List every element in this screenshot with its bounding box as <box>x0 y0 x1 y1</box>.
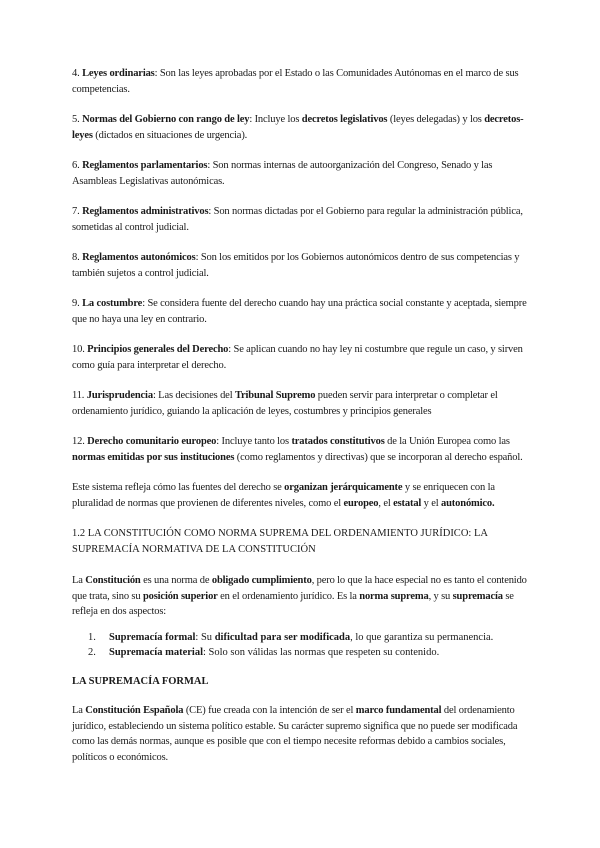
document-page <box>72 66 532 765</box>
item-term: Supremacía formal <box>109 631 196 643</box>
item-text: : Son las leyes aprobadas por el Estado o las Comunidades Autónomas en el marco de sus competencias. <box>72 68 519 95</box>
item-text: : Son los emitidos por los Gobiernos autonómicos dentro de sus competencias y también sujetos a control judicial. <box>72 252 520 279</box>
item-text: : Incluye tanto los <box>216 436 292 447</box>
item-bold-text: decretos-leyes <box>72 114 524 141</box>
item-text: (como reglamentos y directivas) que se incorporan al derecho español. <box>234 451 523 463</box>
item-term: Reglamentos administrativos <box>82 206 209 217</box>
item-number: 12. <box>72 436 88 447</box>
item-number: 8. <box>72 252 83 263</box>
list-item-derecho-comunitario <box>72 434 532 465</box>
item-term: La costumbre <box>82 298 143 309</box>
item-text: de la Unión Europea como las <box>384 436 510 447</box>
list-item-normas-gobierno <box>72 112 532 143</box>
item-text: (dictados en situaciones de urgencia). <box>92 129 248 141</box>
item-number: 7. <box>72 206 83 217</box>
subheading: LA SUPREMACÍA FORMAL <box>72 675 209 687</box>
item-number: 2. <box>88 647 96 658</box>
item-term: Principios generales del Derecho <box>87 344 229 355</box>
item-term: Supremacía material <box>109 647 203 658</box>
item-term: Normas del Gobierno con rango de ley <box>82 114 250 125</box>
item-number: 4. <box>72 68 83 79</box>
item-term: Derecho comunitario europeo <box>87 436 217 447</box>
item-number: 1. <box>88 631 96 643</box>
item-number: 11. <box>72 390 87 401</box>
item-text: : Son normas dictadas por el Gobierno para regular la administración pública, sometidas al control judicial. <box>72 206 523 233</box>
item-number: 5. <box>72 114 83 125</box>
list-item-costumbre <box>72 296 532 327</box>
list-item: 1. Supremacía formal: Su dificultad para ser modificada, lo que garantiza su permanencia. <box>109 630 532 646</box>
item-text: pueden servir para interpretar o completar el ordenamiento jurídico, guiando la aplicación de leyes, costumbres y principios generales <box>72 390 498 417</box>
closing-paragraph: La Constitución Española (CE) fue creada con la intención de ser el marco fundamental del ordenamiento jurídico, estableciendo un sistema político estable. Su carácter supremo significa que no puede ser modificada como las demás normas, aunque es posible que con el tiempo necesite reformas debido a cambios sociales, políticos o económicos. <box>72 705 518 763</box>
aspects-list <box>72 630 532 661</box>
item-bold-text: normas emitidas por sus instituciones <box>72 451 235 463</box>
item-text: : Son normas internas de autoorganización del Congreso, Senado y las Asambleas Legislativas autonómicas. <box>72 160 493 187</box>
list-item-principios-generales <box>72 342 532 373</box>
item-bold-text: Tribunal Supremo <box>234 390 316 401</box>
item-term: Reglamentos autonómicos <box>82 252 196 263</box>
list-item-reglamentos-administrativos <box>72 204 532 235</box>
list-item-reglamentos-parlamentarios <box>72 158 532 189</box>
summary-paragraph: Este sistema refleja cómo las fuentes del derecho se organizan jerárquicamente y se enriquecen con la pluralidad de normas que provienen de diferentes niveles, como el europeo, el estatal y el autonómico. <box>72 482 495 509</box>
list-item-jurisprudencia <box>72 388 532 419</box>
item-text: : Se considera fuente del derecho cuando hay una práctica social constante y aceptada, siempre que no haya una ley en contrario. <box>72 298 527 325</box>
item-term: Reglamentos parlamentarios <box>82 160 208 171</box>
item-term: Leyes ordinarias <box>82 68 155 79</box>
item-number: 10. <box>72 344 88 355</box>
item-bold-text: tratados constitutivos <box>291 436 385 447</box>
section-heading: 1.2 LA CONSTITUCIÓN COMO NORMA SUPREMA DEL ORDENAMIENTO JURÍDICO: LA SUPREMACÍA NORMATIVA DE LA CONSTITUCIÓN <box>72 528 488 555</box>
item-number: 6. <box>72 160 83 171</box>
list-item: 2. Supremacía material: Solo son válidas las normas que respeten su contenido. <box>109 645 532 661</box>
item-text: : Incluye los <box>249 114 302 125</box>
item-term: Jurisprudencia <box>86 390 153 401</box>
item-text: : Se aplican cuando no hay ley ni costumbre que regule un caso, y sirven como guía para interpretar el derecho. <box>72 344 523 371</box>
item-text: (leyes delegadas) y los <box>387 114 485 125</box>
list-item-leyes-ordinarias <box>72 66 532 97</box>
item-number: 9. <box>72 298 83 309</box>
list-item-reglamentos-autonomicos <box>72 250 532 281</box>
intro-paragraph: La Constitución es una norma de obligado cumplimiento, pero lo que la hace especial no es tanto el contenido que trata, sino su posición superior en el ordenamiento jurídico. Es la norma suprema, y su supremacía se refleja en dos aspectos: <box>72 575 527 617</box>
item-bold-text: decretos legislativos <box>301 114 388 125</box>
item-text: : Las decisiones del <box>152 390 235 401</box>
